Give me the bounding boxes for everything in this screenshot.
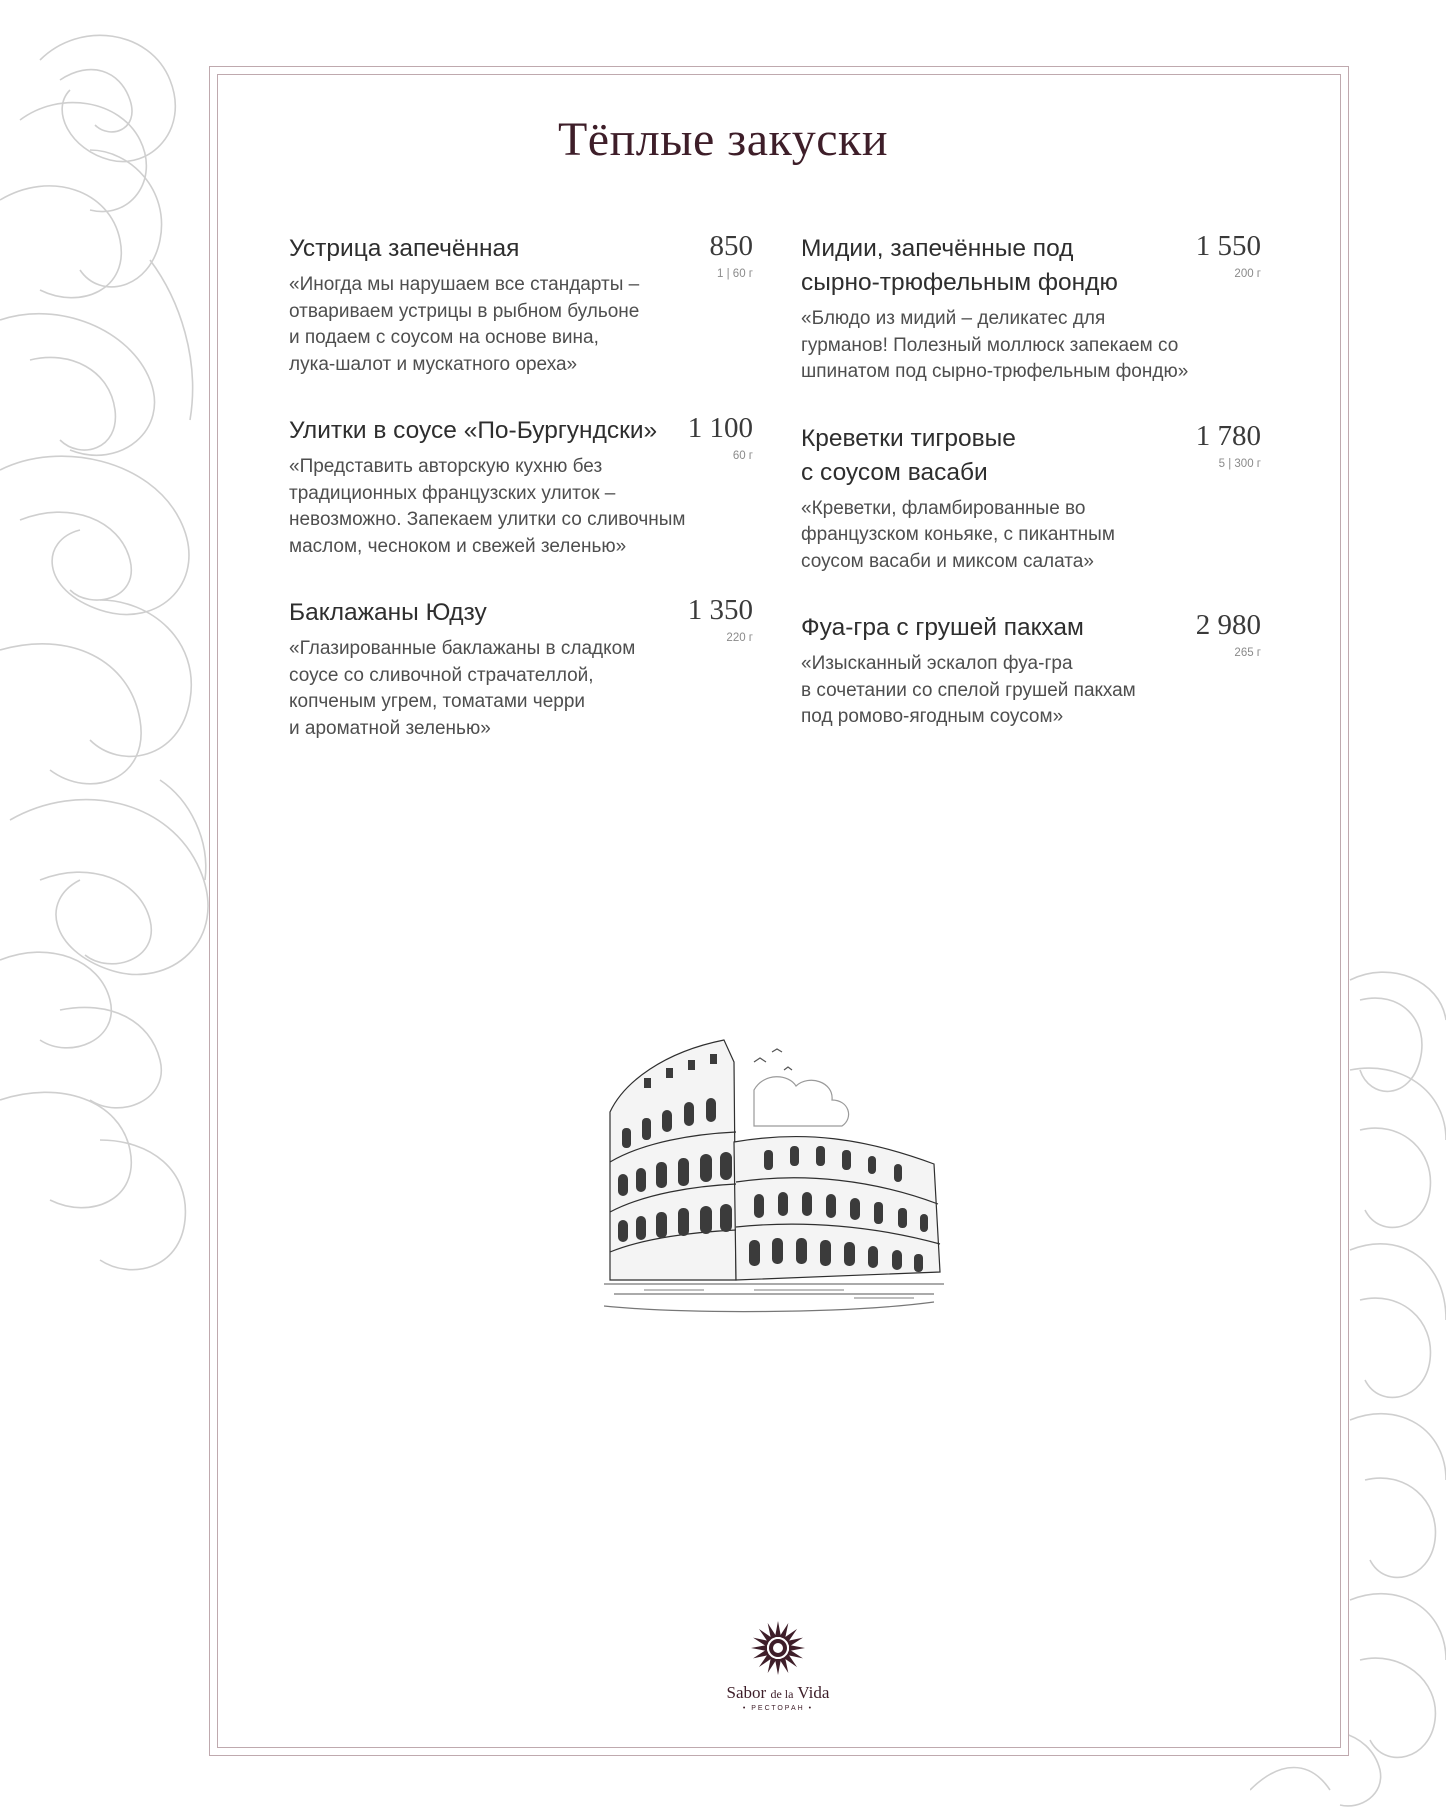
menu-item-description: «Представить авторскую кухню без традиционных французских улиток – невозможно. Запекаем улитки со сливочным маслом, чесноком и свежей зеленью» bbox=[289, 456, 686, 557]
menu-item bbox=[801, 611, 1261, 731]
menu-item bbox=[289, 414, 753, 560]
sun-icon bbox=[750, 1620, 806, 1676]
menu-item bbox=[289, 232, 753, 378]
menu-item bbox=[801, 232, 1261, 386]
logo-subtitle: • РЕСТОРАН • bbox=[742, 1705, 814, 1712]
colosseum-illustration bbox=[604, 1022, 944, 1337]
menu-item bbox=[289, 596, 753, 742]
menu-item-weight: 1 | 60 г bbox=[717, 268, 753, 280]
menu-item-name: Баклажаны Юдзу bbox=[289, 599, 487, 626]
menu-item-description: «Иногда мы нарушаем все стандарты – отвариваем устрицы в рыбном бульоне и подаем с соусом на основе вина, лука-шалот и мускатного ореха» bbox=[289, 274, 640, 375]
menu-item-weight: 265 г bbox=[1234, 647, 1261, 659]
restaurant-logo bbox=[713, 1620, 843, 1712]
page-title: Тёплые закуски bbox=[557, 113, 889, 166]
menu-item-price: 1 550 bbox=[1195, 230, 1261, 262]
menu-column-right bbox=[801, 232, 1261, 767]
menu-item-description: «Блюдо из мидий – деликатес для гурманов! Полезный моллюск запекаем со шпинатом под сырно-трюфельным фондю» bbox=[801, 308, 1189, 382]
menu-item-description: «Изысканный эскалоп фуа-гра в сочетании со спелой грушей пакхам под ромово-ягодным соусом» bbox=[801, 653, 1136, 727]
menu-item-weight: 220 г bbox=[726, 632, 753, 644]
logo-name-part1: Sabor bbox=[726, 1683, 767, 1702]
menu-item-name: Улитки в соусе «По-Бургундски» bbox=[289, 417, 658, 444]
logo-name-part3: Vida bbox=[797, 1683, 830, 1702]
menu-item-weight: 60 г bbox=[732, 450, 753, 462]
logo-name bbox=[713, 1683, 843, 1703]
menu-item-price: 1 350 bbox=[687, 594, 753, 626]
menu-item bbox=[801, 419, 1261, 576]
menu-item-name: Устрица запечённая bbox=[289, 235, 520, 262]
menu-item-description: «Креветки, фламбированные во французском коньяке, с пикантным соусом васаби и миксом салата» bbox=[801, 497, 1115, 572]
menu-item-price: 1 780 bbox=[1195, 419, 1261, 452]
menu-item-price: 2 980 bbox=[1195, 609, 1261, 641]
menu-item-weight: 5 | 300 г bbox=[1218, 457, 1261, 470]
menu-item-description: «Глазированные баклажаны в сладком соусе со сливочной страчателлой, копченым угрем, томатами черри и ароматной зеленью» bbox=[289, 638, 636, 739]
menu-item-name: Мидии, запечённые под сырно-трюфельным фондю bbox=[801, 235, 1118, 296]
menu-item-price: 1 100 bbox=[687, 412, 753, 444]
menu-item-name: Фуа-гра с грушей пакхам bbox=[801, 614, 1084, 641]
floral-decoration-left bbox=[0, 0, 230, 1300]
menu-item-name: Креветки тигровые с соусом васаби bbox=[801, 424, 1016, 486]
menu-column-left bbox=[289, 232, 753, 778]
menu-item-price: 850 bbox=[709, 230, 753, 262]
menu-item-weight: 200 г bbox=[1234, 268, 1261, 280]
logo-name-part2: de la bbox=[770, 1687, 794, 1701]
